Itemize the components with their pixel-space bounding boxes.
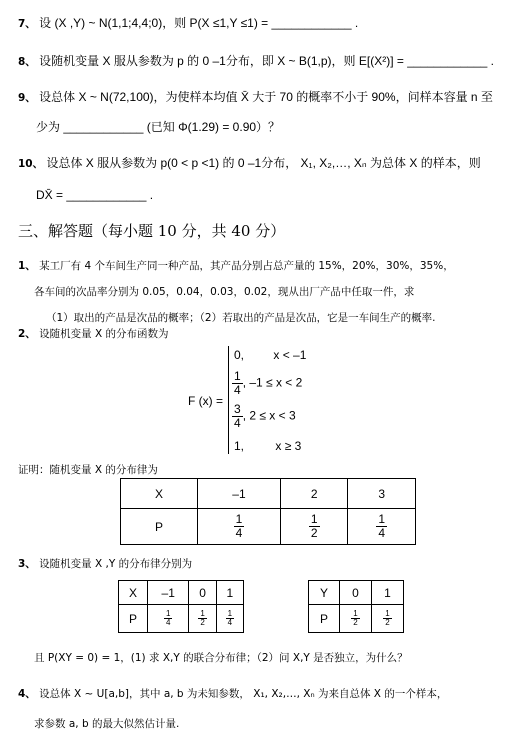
question-8 bbox=[18, 52, 494, 69]
case-fraction: $\frac{3}{4}$ bbox=[234, 402, 241, 430]
table-cell: $\frac{1}{2}$ bbox=[340, 605, 372, 633]
problem-3 bbox=[18, 556, 192, 571]
problem-number: 1、 bbox=[18, 260, 36, 272]
question-text: 设 (X ,Y) ~ N(1,1;4,4;0)，则 P(X ≤1,Y ≤1) = ____________ . bbox=[39, 16, 359, 30]
piecewise-brace bbox=[228, 346, 229, 454]
question-10-line2: DX̄ = ____________ . bbox=[36, 188, 154, 202]
question-9 bbox=[18, 88, 493, 105]
table-cell: $\frac{1}{2}$ bbox=[189, 605, 216, 633]
table-cell: $\frac{1}{4}$ bbox=[216, 605, 243, 633]
table-cell: P bbox=[121, 509, 198, 545]
question-number: 9、 bbox=[18, 92, 36, 104]
table-cell: $\frac{1}{4}$ bbox=[198, 509, 281, 545]
distribution-table-x bbox=[118, 580, 244, 633]
section-heading: 三、解答题（每小题 10 分，共 40 分） bbox=[18, 222, 286, 240]
question-number: 8、 bbox=[18, 56, 36, 68]
case-row-1 bbox=[234, 348, 306, 362]
proof-text: 证明：随机变量 X 的分布律为 bbox=[18, 464, 158, 476]
problem-1-line3: （1）取出的产品是次品的概率；（2）若取出的产品是次品，它是一车间生产的概率. bbox=[46, 312, 436, 324]
distribution-function-label: F (x) = bbox=[188, 394, 223, 408]
table-cell: P bbox=[309, 605, 340, 633]
table-header-cell: 0 bbox=[340, 581, 372, 605]
table-cell: P bbox=[119, 605, 148, 633]
table-header-cell: 1 bbox=[372, 581, 404, 605]
table-header-cell: X bbox=[119, 581, 148, 605]
distribution-table-y bbox=[308, 580, 404, 633]
table-header-cell: X bbox=[121, 479, 198, 509]
table-cell: $\frac{1}{4}$ bbox=[148, 605, 189, 633]
problem-1 bbox=[18, 258, 454, 273]
case-condition: , 2 ≤ x < 3 bbox=[242, 408, 296, 423]
question-number: 7、 bbox=[18, 18, 36, 30]
table-header-cell: 1 bbox=[216, 581, 243, 605]
problem-number: 3、 bbox=[18, 558, 36, 570]
table-cell: $\frac{1}{2}$ bbox=[372, 605, 404, 633]
problem-1-line2: 各车间的次品率分别为 0.05，0.04，0.03，0.02，现从出厂产品中任取一件，求 bbox=[34, 286, 415, 298]
table-header-cell: 0 bbox=[189, 581, 216, 605]
case-fraction: $\frac{1}{4}$ bbox=[234, 369, 241, 397]
table-cell: $\frac{1}{4}$ bbox=[348, 509, 416, 545]
question-text-line1: 设总体 X 服从参数为 p(0 < p <1) 的 0 –1分布， X₁, X₂,…, Xₙ 为总体 X 的样本，则 bbox=[46, 156, 481, 170]
problem-number: 2、 bbox=[18, 328, 36, 340]
case-value: 0, bbox=[234, 348, 245, 362]
question-text-line1: 设总体 X ~ N(72,100)，为使样本均值 X̄ 大于 70 的概率不小于 90%，问样本容量 n 至 bbox=[39, 90, 493, 104]
question-9-line2: 少为 ____________ (已知 Φ(1.29) = 0.90）？ bbox=[36, 120, 281, 134]
case-row-2 bbox=[232, 370, 302, 396]
problem-2 bbox=[18, 326, 169, 341]
problem-4 bbox=[18, 686, 447, 701]
table-cell: $\frac{1}{2}$ bbox=[280, 509, 348, 545]
table-header-cell: Y bbox=[309, 581, 340, 605]
problem-text-line1: 某工厂有 4 个车间生产同一种产品，其产品分别占总产量的 15%，20%，30%，35%， bbox=[39, 260, 454, 272]
problem-3-line2: 且 P(XY = 0) = 1，(1) 求 X,Y 的联合分布律；（2）问 X,Y 是否独立，为什么？ bbox=[34, 652, 408, 664]
table-header-cell: –1 bbox=[148, 581, 189, 605]
table-header-cell: 3 bbox=[348, 479, 416, 509]
case-condition: , –1 ≤ x < 2 bbox=[242, 375, 303, 390]
question-number: 10、 bbox=[18, 158, 44, 170]
problem-text-line1: 设总体 X ~ U[a,b]，其中 a, b 为未知参数， X₁, X₂,…, Xₙ 为来自总体 X 的一个样本， bbox=[39, 688, 448, 700]
case-row-4 bbox=[234, 439, 301, 453]
case-value: 1, bbox=[234, 439, 245, 453]
table-header-cell: 2 bbox=[280, 479, 348, 509]
problem-text: 设随机变量 X ,Y 的分布律分别为 bbox=[39, 558, 193, 570]
case-row-3 bbox=[232, 403, 296, 429]
problem-number: 4、 bbox=[18, 688, 36, 700]
case-condition: x ≥ 3 bbox=[275, 439, 302, 453]
question-10 bbox=[18, 154, 481, 171]
problem-4-line2: 求参数 a, b 的最大似然估计量. bbox=[34, 718, 180, 730]
distribution-table bbox=[120, 478, 416, 545]
question-7 bbox=[18, 14, 358, 31]
case-condition: x < –1 bbox=[273, 348, 307, 362]
table-header-cell: –1 bbox=[198, 479, 281, 509]
question-text: 设随机变量 X 服从参数为 p 的 0 –1分布，即 X ~ B(1,p)，则 E[(X²)] = ____________ . bbox=[39, 54, 494, 68]
problem-text: 设随机变量 X 的分布函数为 bbox=[39, 328, 169, 340]
